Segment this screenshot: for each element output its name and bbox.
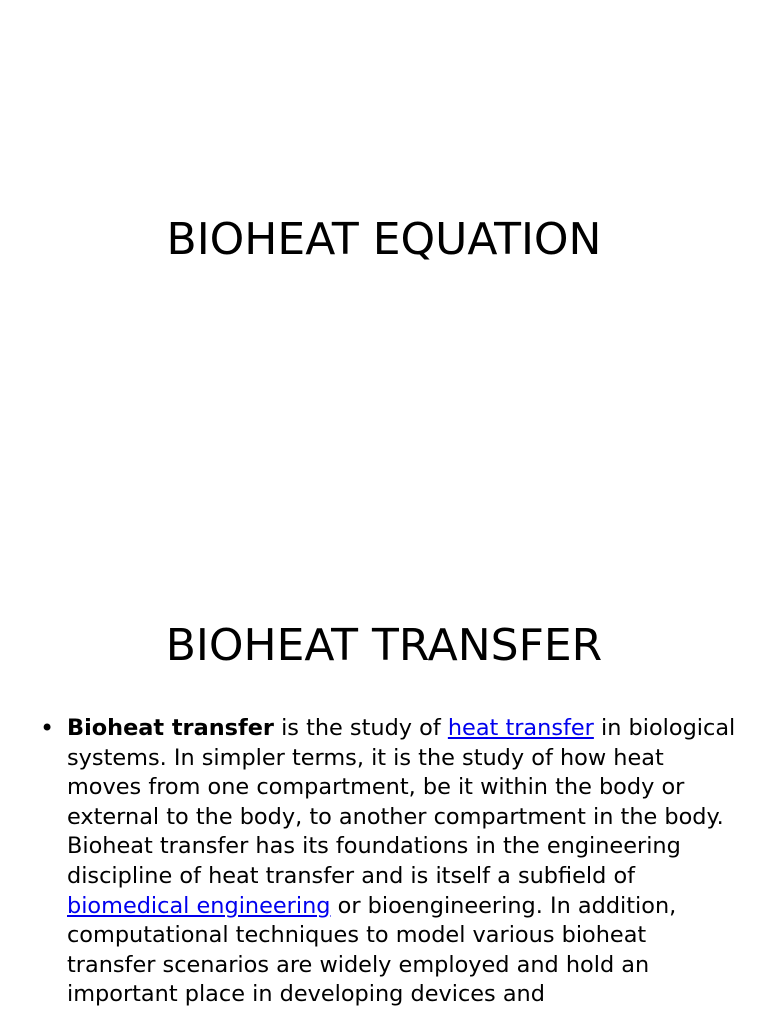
bullet-item bbox=[40, 714, 740, 1010]
paragraph-text-2: in biological systems. In simpler terms, it is the study of how heat moves from one compartment, be it within the body or external to the body, to another compartment in the body. Bioheat transfer has its foundations in the engineering discipline of heat transfer and is itself a subfield of bbox=[67, 715, 736, 889]
link-biomedical-engineering[interactable]: biomedical engineering bbox=[67, 892, 331, 919]
paragraph-text-3: or bioengineering. In addition, computational techniques to model various bioheat transfer scenarios are widely employed and hold an important place in developing devices and bbox=[67, 892, 677, 1008]
bold-term: Bioheat transfer bbox=[67, 715, 274, 741]
slide-body bbox=[40, 714, 740, 1010]
bullet-marker: • bbox=[40, 714, 55, 742]
bullet-paragraph bbox=[67, 714, 740, 1010]
link-heat-transfer[interactable]: heat transfer bbox=[447, 715, 594, 741]
slide-title-bioheat-transfer: BIOHEAT TRANSFER bbox=[165, 620, 603, 671]
paragraph-text-1: is the study of bbox=[273, 715, 448, 741]
slide-title-bioheat-equation: BIOHEAT EQUATION bbox=[166, 214, 602, 265]
